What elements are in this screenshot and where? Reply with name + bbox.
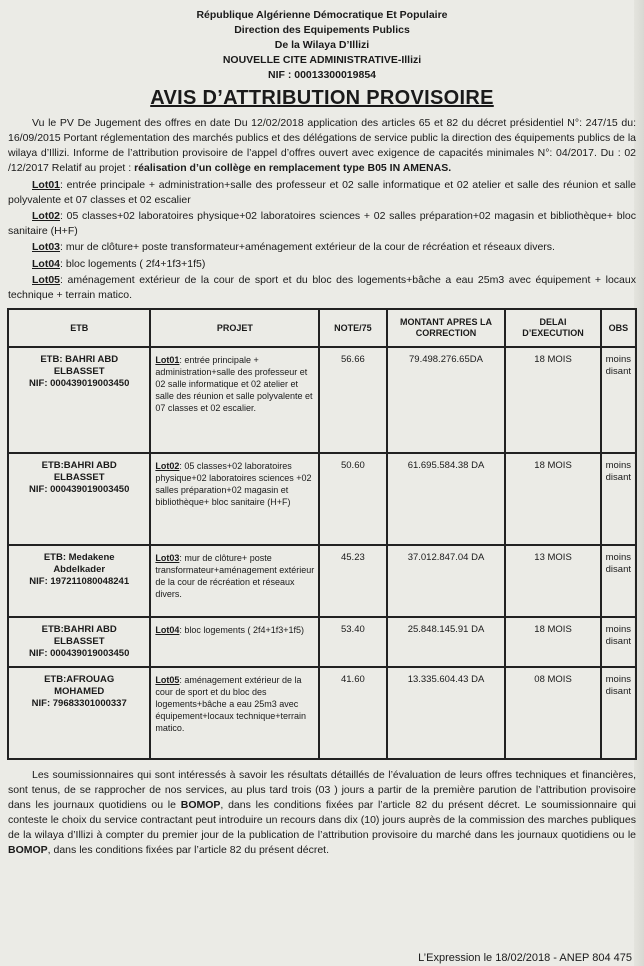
publication-source: L’Expression le 18/02/2018 - ANEP 804 475 xyxy=(418,952,632,964)
table-header-row xyxy=(8,309,636,347)
header-line: NIF : 00013300019854 xyxy=(268,69,376,81)
lot-description: Lot04: bloc logements ( 2f4+1f3+1f5) xyxy=(32,257,206,270)
notice-title: AVIS D’ATTRIBUTION PROVISOIRE xyxy=(150,87,494,109)
cell-obs: moins disant xyxy=(601,453,636,545)
cell-etb: ETB:BAHRI ABD ELBASSET NIF: 000439019003450 xyxy=(8,453,150,545)
lot-description: Lot05: aménagement extérieur de la cour de sport et du bloc des logements+bâche a eau 25m3 avec équipement + locaux technique + terrain matico. xyxy=(8,274,636,301)
cell-note: 41.60 xyxy=(319,667,386,759)
intro-paragraph xyxy=(8,116,636,176)
lot-description: Lot03: mur de clôture+ poste transformateur+aménagement extérieur de la cour de récréation et réseaux divers. xyxy=(32,241,555,253)
cell-montant: 61.695.584.38 DA xyxy=(387,453,506,545)
header-line: NOUVELLE CITE ADMINISTRATIVE-Illizi xyxy=(222,54,422,66)
cell-obs: moins disant xyxy=(601,347,636,453)
cell-montant: 25.848.145.91 DA xyxy=(387,617,506,667)
cell-etb: ETB: BAHRI ABD ELBASSET NIF: 000439019003450 xyxy=(8,347,150,453)
table-row xyxy=(8,453,636,545)
col-delai: DELAI D’EXECUTION xyxy=(505,309,600,347)
cell-projet: Lot02: 05 classes+02 laboratoires physique+02 laboratoires sciences +02 salles préparation+02 magasin et bibliothèque+ bloc sanitaire (H+F) xyxy=(150,453,319,545)
table-row xyxy=(8,545,636,617)
col-obs: OBS xyxy=(601,309,636,347)
table-row xyxy=(8,347,636,453)
table-row xyxy=(8,667,636,759)
table-row xyxy=(8,617,636,667)
lot-description: Lot01: entrée principale + administration+salle des professeur et 02 salle informatique et 02 atelier et salle des réunion et salle polyvalente et 07 classes et 02 escalier xyxy=(8,179,636,206)
attribution-table xyxy=(7,308,637,760)
cell-note: 45.23 xyxy=(319,545,386,617)
cell-delai: 08 MOIS xyxy=(505,667,600,759)
col-note: NOTE/75 xyxy=(319,309,386,347)
cell-delai: 18 MOIS xyxy=(505,617,600,667)
cell-delai: 13 MOIS xyxy=(505,545,600,617)
col-projet: PROJET xyxy=(150,309,319,347)
col-montant: MONTANT APRES LA CORRECTION xyxy=(387,309,506,347)
cell-obs: moins disant xyxy=(601,667,636,759)
cell-obs: moins disant xyxy=(601,545,636,617)
col-etb: ETB xyxy=(8,309,150,347)
cell-note: 50.60 xyxy=(319,453,386,545)
lot-description: Lot02: 05 classes+02 laboratoires physique+02 laboratoires sciences + 02 salles préparation+02 magasin et bibliothèque+ bloc sanitaire (H+F) xyxy=(8,210,636,237)
cell-montant: 37.012.847.04 DA xyxy=(387,545,506,617)
intro-text: Vu le PV De Jugement des offres en date Du 12/02/2018 application des articles 65 et 82 du décret présidentiel N°: 247/15 du: 16/09/2015 Portant réglementation des marchés publics et des délégations de service public la direction des équipements publics de la wilaya d’Illizi. Informe de l’attribution provisoire de l’appel d’offres ouvert avec exigence de capacités minimales N°: 04/2017. Du : 02 /12/2017 Relatif au projet : xyxy=(8,117,636,174)
issuer-header xyxy=(6,8,638,83)
cell-obs: moins disant xyxy=(601,617,636,667)
cell-note: 56.66 xyxy=(319,347,386,453)
cell-etb: ETB:AFROUAG MOHAMED NIF: 79683301000337 xyxy=(8,667,150,759)
header-line: Direction des Equipements Publics xyxy=(234,24,410,36)
cell-etb: ETB: Medakene Abdelkader NIF: 197211080048241 xyxy=(8,545,150,617)
header-line: République Algérienne Démocratique Et Populaire xyxy=(196,9,448,21)
cell-etb: ETB:BAHRI ABD ELBASSET NIF: 000439019003450 xyxy=(8,617,150,667)
cell-projet: Lot01: entrée principale + administration+salle des professeur et 02 salle informatique et 02 atelier et salle des réunion et salle polyvalente et 07 classes et 02 escalier. xyxy=(150,347,319,453)
cell-delai: 18 MOIS xyxy=(505,347,600,453)
cell-montant: 13.335.604.43 DA xyxy=(387,667,506,759)
cell-projet: Lot04: bloc logements ( 2f4+1f3+1f5) xyxy=(150,617,319,667)
footer-paragraph: Les soumissionnaires qui sont intéressés à savoir les résultats détaillés de l’évaluation de leurs offres techniques et financières, sont tenus, de se rapprocher de nos services, au plus tard trois (03 ) jours a partir de la première parution de l’attribution provisoire dans les journaux quotidiens ou le BOMOP, dans les conditions fixées par l’article 82 du présent décret. Le soumissionnaire qui conteste le choix du service contractant peut introduire un recours dans dix (10) jours auprès de la commission des marches publiques de la wilaya d’Illizi à compter du premier jour de la publication de l’attribution provisoire du marché dans les journaux quotidiens ou le BOMOP, dans les conditions fixées par l’article 82 du présent décret. xyxy=(8,769,636,856)
cell-delai: 18 MOIS xyxy=(505,453,600,545)
cell-projet: Lot03: mur de clôture+ poste transformateur+aménagement extérieur de la cour de récréation et réseaux divers. xyxy=(150,545,319,617)
cell-note: 53.40 xyxy=(319,617,386,667)
notice-page xyxy=(6,4,638,962)
cell-montant: 79.498.276.65DA xyxy=(387,347,506,453)
cell-projet: Lot05: aménagement extérieur de la cour de sport et du bloc des logements+bâche a eau 25m3 avec équipement+locaux technique+terrain matico. xyxy=(150,667,319,759)
header-line: De la Wilaya D’Illizi xyxy=(274,39,370,51)
intro-project: réalisation d’un collège en remplacement type B05 IN AMENAS. xyxy=(134,162,452,174)
